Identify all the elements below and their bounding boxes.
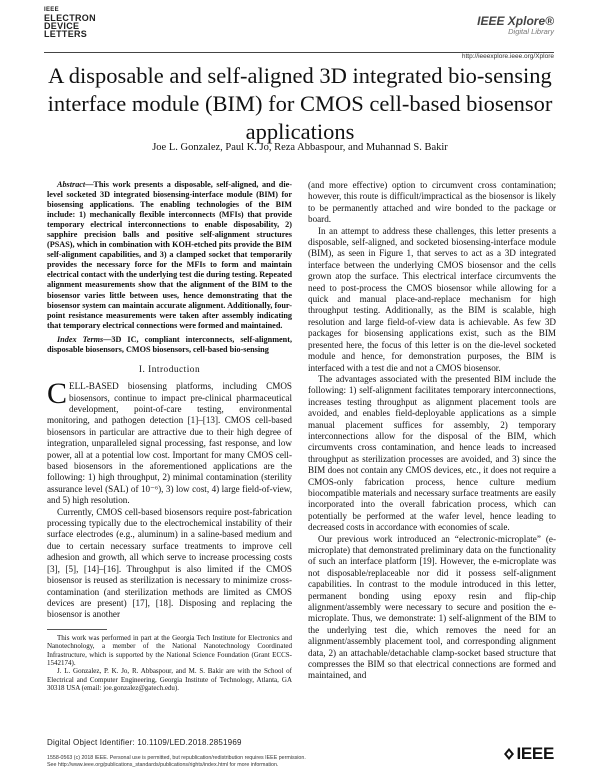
intro-paragraph-text: ELL-BASED biosensing platforms, including CMOS biosensors, continue to impact pre-clinical pharmaceutical development, point-of-care testing, environmental monitoring, and pathogen detection [1]–[13]. CMOS cell-based biosensors in particular are attractive due to their high degree of integration, unparalleled signal processing, fast response, and low power, all at a potential low cost. Important for many CMOS cell-based biosensors in the aforementioned applications are the following: 1) high throughput, 2) minimal contamination (sterility assurance level (SAL) of 10⁻⁶), 3) low cost, 4) large field-of-view, and 5) high resolution. [47,381,292,506]
footnote-funding: This work was performed in part at the Georgia Tech Institute for Electronics and Nanotechnology, a member of the National Nanotechnology Coordinated Infrastructure, which is supported by the National Science Foundation (Grant ECCS-1542174). [47,633,292,667]
ieee-logo-text: IEEE [516,744,554,763]
dropcap: C [47,377,68,411]
journal-logo [44,6,96,38]
journal-logo-line: LETTERS [44,29,88,39]
journal-logo-line: IEEE [44,7,59,13]
copyright-line: See http://www.ieee.org/publications_standards/publications/rights/index.html for more information. [47,761,279,768]
body-paragraph: Our previous work introduced an “electronic-microplate” (e-microplate) that demonstrated preliminary data on the functionality of such an interface platform [19]. However, the e-microplate was not disposable/replaceable nor did it possess self-alignment capabilities. In contrast to the module introduced in this letter, permanent bonding using epoxy resin and flip-chip alignment/assembly were necessary to secure and position the e-microplate. Thus, we demonstrate: 1) self-alignment of the BIM to the underlying test die, which removes the need for an alignment/assembly placement tool, and corresponding alignment data, 2) an attachable/detachable clamp-socket based structure that compresses the BIM so that electrical connections are formed and maintained, and [308,533,556,681]
paper-authors: Joe L. Gonzalez, Paul K. Jo, Reza Abbaspour, and Muhannad S. Bakir [152,142,448,153]
intro-paragraph [47,377,292,506]
abstract-text: This work presents a disposable, self-aligned, and die-level socketed 3D integrated biosensing-interface module (BIM) for biosensing applications. The enabling technologies of the BIM include: 1) mechanically flexible interconnects (MFIs) that provide temporary electrical interconnections to enable disposability, 2) sapphire precision balls and positive self-alignment structures (PSAS), which in combination with KOH-etched pits provide the BIM self-alignment capabilities, and 3) a clamped socket that temporarily provides the necessary force for the MFIs to form and maintain electrical contact with the underlying test die during testing. Repeated alignment measurements show that the alignment of the BIM to the biosensor varies little between uses, hence demonstrating that the biosensor system can maintain accurate alignment. Additionally, four-point resistance measurements were taken after assembly indicating that temporary electrical connections were formed and maintained. [47,180,292,330]
section-heading: I. Introduction [138,364,201,375]
xplore-url[interactable]: http://ieeexplore.ieee.org/Xplore [461,53,554,60]
copyright-notice [47,755,487,768]
ieee-xplore-logo [477,14,554,36]
right-column [308,180,556,682]
footnote-rule [47,629,107,630]
index-terms-label: Index Terms [57,334,104,344]
body-paragraph: Currently, CMOS cell-based biosensors require post-fabrication processing typically due to the electrochemical instability of their surface electrodes (e.g., aluminum) in a saline-based medium and due to certain necessary surface treatments to improve cell adhesion and growth, all which serve to increase processing costs [3], [5], [14]–[16]. Throughput is also limited if the CMOS biosensor is reused as sterilization is necessary to minimize cross-contamination (and sterilization methods are limited as CMOS devices are present) [17], [18]. Disposing and replacing the biosensor is another [47,506,292,620]
xplore-brand: IEEE Xplore® [477,14,554,28]
body-paragraph: In an attempt to address these challenges, this letter presents a disposable, self-aligned, and socketed biosensing-interface module (BIM), as seen in Figure 1, that serves to act as a 3D integrated interface between the underlying CMOS biosensor and the cells grown atop the surface. This electrical interface circumvents the need to post-process the CMOS biosensor while allowing for a quick and manual place-and-replace mechanism for high throughput testing. Additionally, as the BIM is scalable, high resolution and large field-of-view data is achievable. As few 3D packages for biosensing applications exist, such as the BIM presented here, the focus of this letter is on the die-level socketed module and hence, for demonstration purposes, the BIM is interfaced with a test die and not a CMOS biosensor. [308,225,556,373]
journal-logo-line: DEVICE [44,21,80,31]
doi[interactable]: Digital Object Identifier: 10.1109/LED.2018.2851969 [47,738,242,747]
paper-title: A disposable and self-aligned 3D integrated bio-sensing interface module (BIM) for CMOS cell-based biosensor applications [47,63,553,144]
abstract-label: Abstract [57,180,86,189]
copyright-line: 1558-0563 (c) 2018 IEEE. Personal use is permitted, but republication/redistribution requires IEEE permission. [47,755,306,761]
left-column [47,180,292,693]
index-terms: Index Terms—3D IC, compliant interconnects, self-alignment, disposable biosensors, CMOS biosensors, cell-based bio-sensing [47,334,292,354]
abstract: Abstract—This work presents a disposable, self-aligned, and die-level socketed 3D integrated biosensing-interface module (BIM) for biosensing applications. The enabling technologies of the BIM include: 1) mechanically flexible interconnects (MFIs) that provide temporary electrical interconnections to enable disposability, 2) sapphire precision balls and positive self-alignment structures (PSAS), which in combination with KOH-etched pits provide the BIM self-alignment capabilities, and 3) a clamped socket that temporarily provides the necessary force for the MFIs to form and maintain electrical contact with the underlying test die during testing. Repeated alignment measurements show that the alignment of the BIM to the biosensor varies little between uses, hence demonstrating that the biosensor system can maintain accurate alignment. Additionally, four-point resistance measurements were taken after assembly indicating that temporary electrical connections were formed and maintained. [47,180,292,330]
index-terms-text: 3D IC, compliant interconnects, self-alignment, disposable biosensors, CMOS biosensors, cell-based bio-sensing [47,334,292,354]
body-paragraph: (and more effective) option to circumvent cross contamination; however, this route is difficult/impractical as the biosensor is likely to be permanently attached and wire bonded to the package or board. [308,180,556,225]
journal-logo-line: ELECTRON [44,13,96,23]
xplore-subtitle: Digital Library [508,27,554,36]
footnote-affiliation: J. L. Gonzalez, P. K. Jo, R. Abbaspour, and M. S. Bakir are with the School of Electrical and Computer Engineering, Georgia Institute of Technology, Atlanta, GA 30318 USA (email: joe.gonzalez@gatech.edu). [47,667,292,693]
ieee-diamond-icon [504,748,514,760]
ieee-logo [504,744,554,764]
body-paragraph: The advantages associated with the presented BIM include the following: 1) self-alignment facilitates temporary interconnections, increases testing throughput as alignment placement tools are avoided, and enables field-deployable applications as a simple manual placement suffices for assembly, 2) temporary interconnections allow for the disposal of the BIM, which circumvents cross contamination, and hence leads to increased throughput as sterilization processes are avoided, and 3) since the BIM does not contain any CMOS devices, etc., it does not require a CMOS-only fabrication process, hence culture medium biocompatible materials and necessary surface treatments are easily incorporated into the overall fabrication process, which can potentially be performed at the wafer level, hence leading to decreased costs in accordance with economies of scale. [308,373,556,533]
